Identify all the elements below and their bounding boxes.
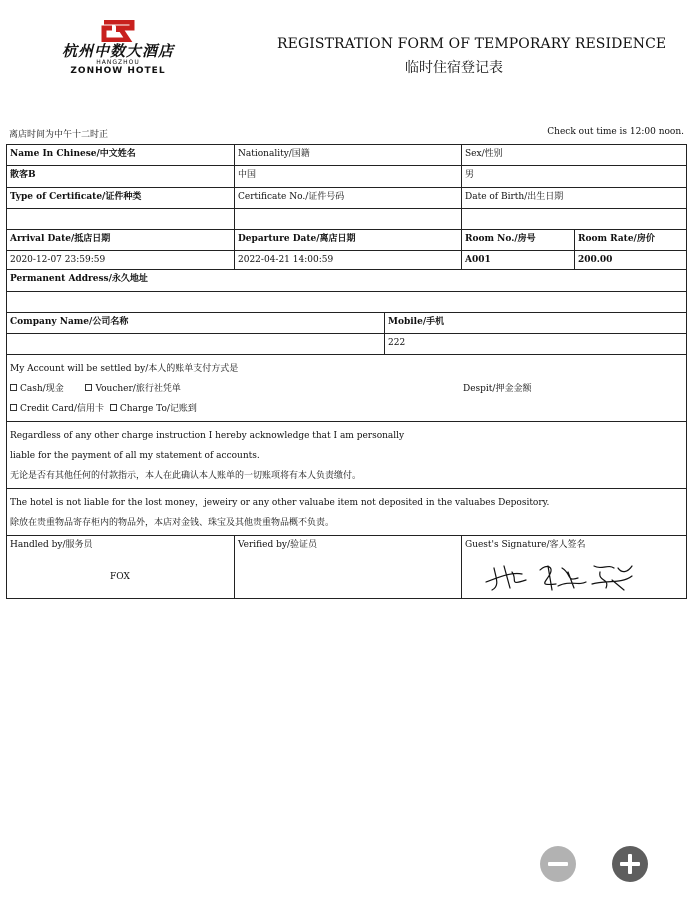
handled-by-cell (7, 536, 234, 599)
form-row (6, 144, 687, 165)
acknowledgement-block (7, 422, 686, 489)
company-label: Company Name/公司名称 (10, 317, 129, 327)
arrival-value: 2020-12-07 23:59:59 (10, 255, 106, 265)
company-value (7, 334, 384, 355)
guest-signature-cell (461, 536, 686, 599)
mobile-label: Mobile/手机 (384, 313, 686, 334)
payment-section (6, 354, 687, 421)
room-rate-label: Room Rate/房价 (574, 230, 686, 251)
form-title-cn: 临时住宿登记表 (405, 60, 503, 76)
form-row (6, 312, 687, 333)
form-row (6, 333, 687, 354)
room-no-value: A001 (461, 251, 574, 270)
ack-line-3: 无论是否有其他任何的付款指示，本人在此确认本人账单的一切账项将有本人负责缴付。 (10, 471, 362, 481)
handled-label: Handled by/服务员 (10, 540, 93, 550)
checkbox-charge-to[interactable] (110, 404, 117, 411)
valuables-line-1: The hotel is not liable for the lost money，jeweiry or any other valuabe item not deposited in the valuabes Depository. (10, 498, 550, 508)
deposit-label: Despit/押金金额 (463, 384, 532, 394)
guest-signature-label: Guest's Signature/客人签名 (465, 540, 586, 550)
departure-label: Departure Date/离店日期 (234, 230, 461, 251)
guest-signature-image (482, 560, 647, 592)
valuables-block (7, 489, 686, 536)
zoom-in-button[interactable] (612, 846, 648, 882)
checkout-note-cn: 离店时间为中午十二时正 (9, 130, 109, 140)
credit-card-option: Credit Card/信用卡 (20, 404, 104, 414)
charge-to-option: Charge To/记账到 (119, 404, 197, 414)
cash-option: Cash/现金 (20, 384, 64, 394)
cert-type-label: Type of Certificate/证件种类 (10, 192, 142, 202)
signature-section (6, 535, 687, 599)
ack-line-1: Regardless of any other charge instruction I hereby acknowledge that I am personally (10, 431, 405, 441)
room-no-label: Room No./房号 (461, 230, 574, 251)
cert-type-value (7, 209, 234, 230)
valuables-section (6, 488, 687, 535)
hotel-name-cn: 杭州中数大酒店 (61, 42, 174, 60)
voucher-option: Voucher/旅行社凭单 (95, 384, 181, 394)
form-row (6, 208, 687, 229)
arrival-label: Arrival Date/抵店日期 (10, 234, 111, 244)
dob-value (461, 209, 686, 230)
checkout-note-en: Check out time is 12:00 noon. (547, 127, 684, 137)
nationality-value: 中国 (234, 166, 461, 188)
nationality-label: Nationality/国籍 (234, 145, 461, 166)
form-row (6, 269, 687, 291)
checkbox-voucher[interactable] (85, 384, 92, 391)
payment-heading: My Account will be settled by/本人的账单支付方式是 (10, 364, 239, 374)
hotel-emblem-icon (98, 20, 138, 42)
cert-no-value (234, 209, 461, 230)
form-row (6, 250, 687, 269)
form-row (6, 291, 687, 312)
zoom-out-button[interactable] (540, 846, 576, 882)
sex-label: Sex/性别 (461, 145, 686, 166)
departure-value: 2022-04-21 14:00:59 (234, 251, 461, 270)
checkbox-cash[interactable] (10, 384, 17, 391)
dob-label: Date of Birth/出生日期 (461, 188, 686, 209)
verified-label: Verified by/验证员 (238, 540, 318, 550)
registration-form (6, 144, 687, 599)
hotel-name-en: ZONHOW HOTEL (70, 66, 166, 76)
ack-line-2: liable for the payment of all my statement of accounts. (10, 451, 260, 461)
name-label: Name In Chinese/中文姓名 (10, 149, 136, 159)
room-rate-value: 200.00 (574, 251, 686, 270)
address-label: Permanent Address/永久地址 (10, 274, 148, 284)
acknowledgement-section (6, 421, 687, 488)
form-title-en: REGISTRATION FORM OF TEMPORARY RESIDENCE (277, 36, 667, 52)
payment-block (7, 355, 686, 422)
checkbox-credit-card[interactable] (10, 404, 17, 411)
name-value: 散客B (10, 170, 36, 180)
sex-value: 男 (461, 166, 686, 188)
form-row (6, 165, 687, 187)
mobile-value: 222 (384, 334, 686, 355)
hotel-logo (58, 20, 178, 88)
hotel-city: HANGZHOU (96, 59, 140, 66)
valuables-line-2: 除放在贵重物品寄存柜内的物品外，本店对金钱、珠宝及其他贵重物品概不负责。 (10, 518, 335, 528)
address-value (7, 292, 686, 313)
payment-options-row1 (10, 379, 683, 399)
form-row (6, 187, 687, 208)
payment-options-row2 (10, 399, 683, 419)
verified-by-cell (234, 536, 461, 599)
cert-no-label: Certificate No./证件号码 (234, 188, 461, 209)
handled-value: FOX (110, 572, 130, 582)
form-row (6, 229, 687, 250)
